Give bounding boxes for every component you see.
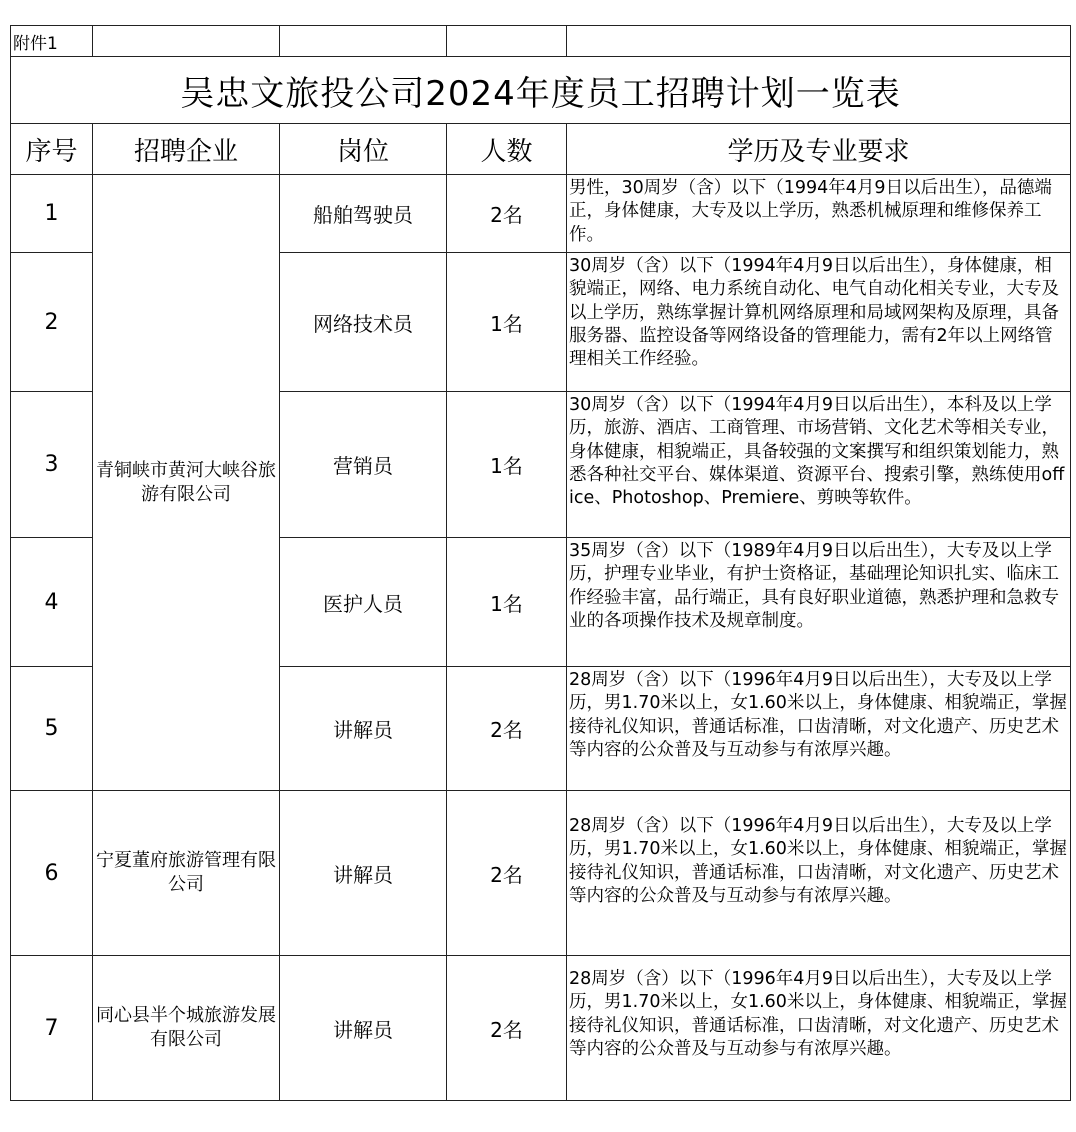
position-name: 讲解员	[280, 956, 447, 1101]
requirements-text: 28周岁（含）以下（1996年4月9日以后出生），大专及以上学历，男1.70米以上，女1.60米以上，身体健康、相貌端正，掌握接待礼仪知识，普通话标准，口齿清晰，对文化遗产、历史艺术等内容的公众普及与互动参与有浓厚兴趣。	[567, 667, 1071, 791]
requirements-text: 35周岁（含）以下（1989年4月9日以后出生），大专及以上学历，护理专业毕业，有护士资格证，基础理论知识扎实、临床工作经验丰富，品行端正，具有良好职业道德，熟悉护理和急救专业的各项操作技术及规章制度。	[567, 538, 1071, 667]
header-row	[11, 124, 1071, 175]
table-row	[11, 956, 1071, 1101]
page-title: 吴忠文旅投公司2024年度员工招聘计划一览表	[11, 57, 1071, 124]
row-number: 6	[11, 791, 93, 956]
empty-cell	[447, 26, 567, 57]
empty-cell	[93, 26, 280, 57]
row-number: 2	[11, 253, 93, 392]
requirements-text: 28周岁（含）以下（1996年4月9日以后出生），大专及以上学历，男1.70米以上，女1.60米以上，身体健康、相貌端正，掌握接待礼仪知识，普通话标准，口齿清晰，对文化遗产、历史艺术等内容的公众普及与互动参与有浓厚兴趣。	[567, 791, 1071, 956]
column-header-number: 序号	[11, 124, 93, 175]
column-header-count: 人数	[447, 124, 567, 175]
empty-cell	[567, 26, 1071, 57]
company-name: 同心县半个城旅游发展有限公司	[93, 956, 280, 1101]
headcount: 2名	[447, 175, 567, 253]
column-header-company: 招聘企业	[93, 124, 280, 175]
requirements-text: 30周岁（含）以下（1994年4月9日以后出生），本科及以上学历，旅游、酒店、工商管理、市场营销、文化艺术等相关专业，身体健康，相貌端正，具备较强的文案撰写和组织策划能力，熟悉各种社交平台、媒体渠道、资源平台、搜索引擎，熟练使用office、Photoshop、Premiere、剪映等软件。	[567, 392, 1071, 538]
row-number: 5	[11, 667, 93, 791]
position-name: 营销员	[280, 392, 447, 538]
position-name: 网络技术员	[280, 253, 447, 392]
row-number: 1	[11, 175, 93, 253]
headcount: 2名	[447, 956, 567, 1101]
headcount: 1名	[447, 392, 567, 538]
empty-cell	[280, 26, 447, 57]
headcount: 1名	[447, 538, 567, 667]
table-row	[11, 791, 1071, 956]
position-name: 医护人员	[280, 538, 447, 667]
headcount: 2名	[447, 667, 567, 791]
attachment-label: 附件1	[11, 26, 93, 57]
column-header-position: 岗位	[280, 124, 447, 175]
position-name: 讲解员	[280, 791, 447, 956]
headcount: 2名	[447, 791, 567, 956]
title-row	[11, 57, 1071, 124]
row-number: 7	[11, 956, 93, 1101]
company-name: 青铜峡市黄河大峡谷旅游有限公司	[93, 175, 280, 791]
requirements-text: 28周岁（含）以下（1996年4月9日以后出生），大专及以上学历，男1.70米以上，女1.60米以上，身体健康、相貌端正，掌握接待礼仪知识，普通话标准，口齿清晰，对文化遗产、历史艺术等内容的公众普及与互动参与有浓厚兴趣。	[567, 956, 1071, 1101]
position-name: 讲解员	[280, 667, 447, 791]
requirements-text: 30周岁（含）以下（1994年4月9日以后出生），身体健康，相貌端正，网络、电力系统自动化、电气自动化相关专业，大专及以上学历，熟练掌握计算机网络原理和局域网架构及原理，具备服务器、监控设备等网络设备的管理能力，需有2年以上网络管理相关工作经验。	[567, 253, 1071, 392]
row-number: 3	[11, 392, 93, 538]
attachment-row	[11, 26, 1071, 57]
position-name: 船舶驾驶员	[280, 175, 447, 253]
row-number: 4	[11, 538, 93, 667]
headcount: 1名	[447, 253, 567, 392]
recruitment-plan-table	[10, 25, 1071, 1101]
table-row	[11, 175, 1071, 253]
company-name: 宁夏董府旅游管理有限公司	[93, 791, 280, 956]
requirements-text: 男性，30周岁（含）以下（1994年4月9日以后出生），品德端正，身体健康，大专及以上学历，熟悉机械原理和维修保养工作。	[567, 175, 1071, 253]
column-header-requirements: 学历及专业要求	[567, 124, 1071, 175]
